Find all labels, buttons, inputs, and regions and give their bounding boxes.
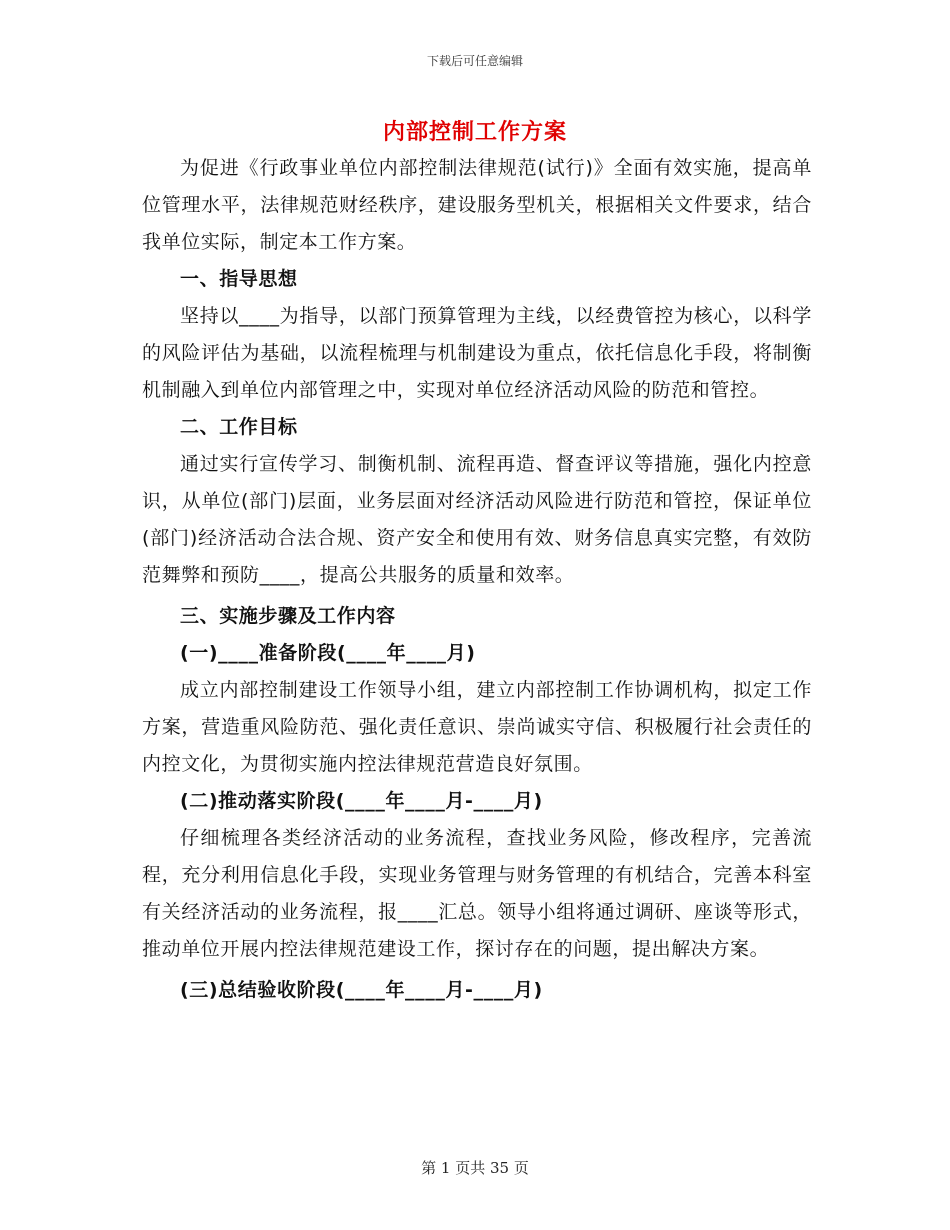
page-number-footer: 第 1 页共 35 页 [421,1159,529,1177]
document-body [142,150,812,1009]
work-goals-paragraph: 通过实行宣传学习、制衡机制、流程再造、督查评议等措施，强化内控意识，从单位(部门)层面，业务层面对经济活动风险进行防范和管控，保证单位(部门)经济活动合法合规、资产安全和使用有效、财务信息真实完整，有效防范舞弊和预防____，提高公共服务的质量和效率。 [142,453,812,586]
intro-paragraph: 为促进《行政事业单位内部控制法律规范(试行)》全面有效实施，提高单位管理水平，法律规范财经秩序，建设服务型机关，根据相关文件要求，结合我单位实际，制定本工作方案。 [142,157,812,253]
phase-implementation-paragraph: 仔细梳理各类经济活动的业务流程，查找业务风险，修改程序，完善流程，充分利用信息化手段，实现业务管理与财务管理的有机结合，完善本科室有关经济活动的业务流程，报____汇总。领导小组将通过调研、座谈等形式，推动单位开展内控法律规范建设工作，探讨存在的问题，提出解决方案。 [142,827,812,960]
section-heading-work-goals: 二、工作目标 [180,416,298,438]
phase-heading-acceptance: (三)总结验收阶段(____年____月-____月) [180,979,543,1001]
phase-preparation-paragraph: 成立内部控制建设工作领导小组，建立内部控制工作协调机构，拟定工作方案，营造重风险防范、强化责任意识、崇尚诚实守信、积极履行社会责任的内控文化，为贯彻实施内控法律规范营造良好氛围。 [142,679,812,775]
section-heading-guiding-ideology: 一、指导思想 [180,268,298,290]
section-heading-implementation-steps: 三、实施步骤及工作内容 [180,605,396,627]
guiding-ideology-paragraph: 坚持以____为指导，以部门预算管理为主线，以经费管控为核心，以科学的风险评估为基础，以流程梳理与机制建设为重点，依托信息化手段，将制衡机制融入到单位内部管理之中，实现对单位经济活动风险的防范和管控。 [142,305,812,401]
document-title: 内部控制工作方案 [382,120,567,145]
phase-heading-preparation: (一)____准备阶段(____年____月) [180,642,476,664]
phase-heading-implementation: (二)推动落实阶段(____年____月-____月) [180,790,543,812]
header-note: 下载后可任意编辑 [426,54,523,68]
